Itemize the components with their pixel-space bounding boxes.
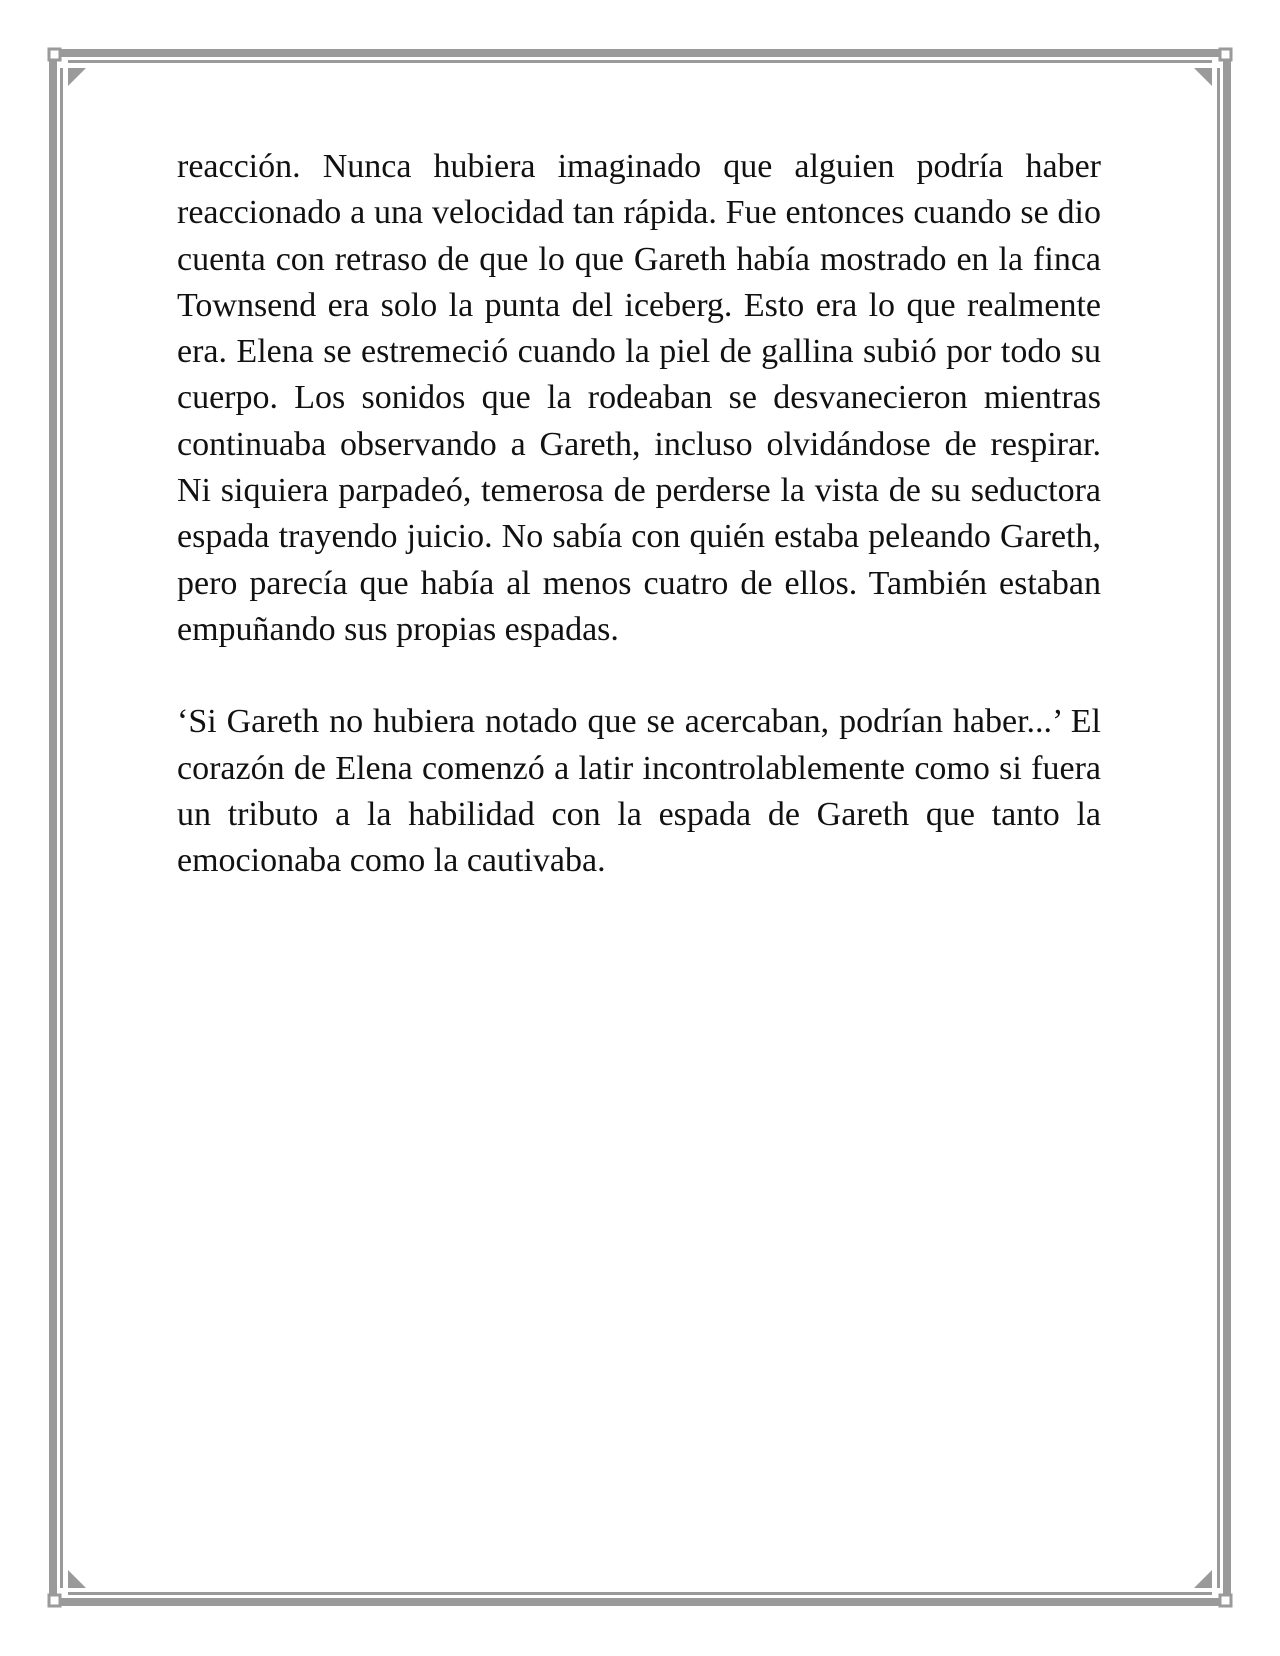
border-top-rail [60, 49, 1220, 57]
corner-square-bottom-left [49, 1595, 60, 1606]
page-body-text [177, 144, 1101, 884]
border-right-inner-rail [1217, 68, 1220, 1588]
corner-triangle-top-right [1194, 68, 1212, 86]
corner-square-top-right [1220, 49, 1231, 60]
corner-square-top-left [49, 49, 60, 60]
border-left-inner-rail [60, 68, 63, 1588]
paragraph-1: reacción. Nunca hubiera imaginado que alguien podría haber reaccionado a una velocidad tan rápida. Fue entonces cuando se dio cuenta con retraso de que lo que Gareth había mostrado en la finca Townsend era solo la punta del iceberg. Esto era lo que realmente era. Elena se estremeció cuando la piel de gallina subió por todo su cuerpo. Los sonidos que la rodeaban se desvanecieron mientras continuaba observando a Gareth, incluso olvidándose de respirar. Ni siquiera parpadeó, temerosa de perderse la vista de su seductora espada trayendo juicio. No sabía con quién estaba peleando Gareth, pero parecía que había al menos cuatro de ellos. También estaban empuñando sus propias espadas. [177, 148, 1101, 648]
border-top-inner-rail [68, 60, 1212, 63]
corner-triangle-bottom-right [1194, 1570, 1212, 1588]
paragraph-2: ‘Si Gareth no hubiera notado que se acercaban, podrían haber...’ El corazón de Elena comenzó a latir incontrolablemente como si fuera un tributo a la habilidad con la espada de Gareth que tanto la emocionaba como la cautivaba. [177, 703, 1101, 880]
border-bottom-rail [60, 1598, 1220, 1606]
border-left-rail [49, 60, 57, 1596]
border-right-rail [1223, 60, 1231, 1596]
corner-triangle-bottom-left [68, 1570, 86, 1588]
corner-square-bottom-right [1220, 1595, 1231, 1606]
corner-triangle-top-left [68, 68, 86, 86]
border-bottom-inner-rail [68, 1592, 1212, 1595]
